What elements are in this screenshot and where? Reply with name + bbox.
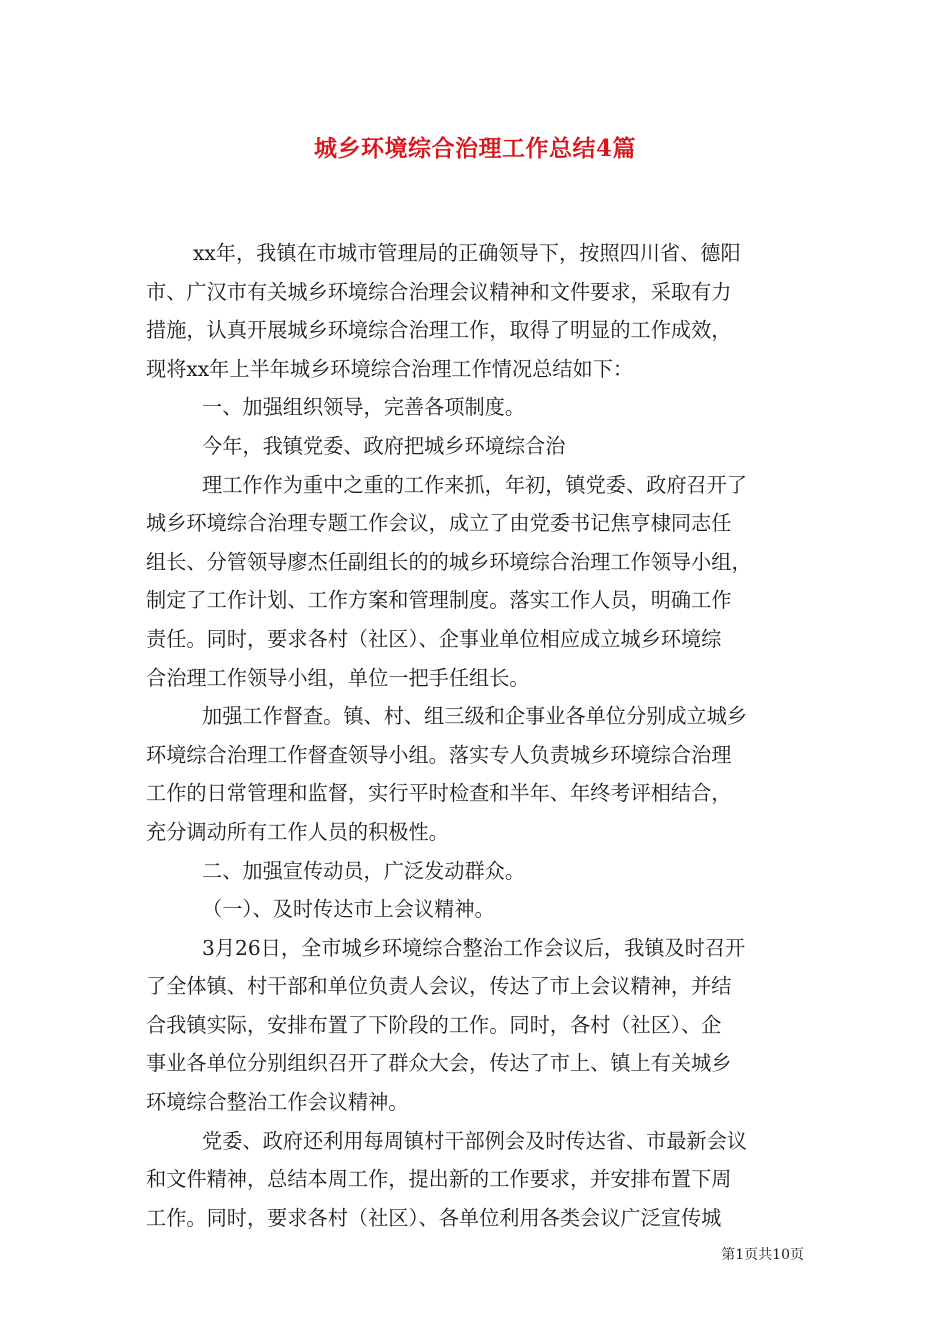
section-heading: 一、加强组织领导，完善各项制度。 (202, 395, 526, 420)
text-line: 3月26日，全市城乡环境综合整治工作会议后，我镇及时召开 (202, 935, 746, 960)
text-line: 工作。同时，要求各村（社区）、各单位利用各类会议广泛宣传城 (146, 1205, 722, 1230)
text-line: 环境综合治理工作督查领导小组。落实专人负责城乡环境综合治理 (146, 742, 732, 767)
text-line: 充分调动所有工作人员的积极性。 (146, 819, 449, 844)
subsection-heading: （一）、及时传达市上会议精神。 (202, 897, 495, 922)
text-line: 党委、政府还利用每周镇村干部例会及时传达省、市最新会议 (202, 1128, 748, 1153)
text-line: 现将xx年上半年城乡环境综合治理工作情况总结如下： (146, 356, 634, 381)
section-heading: 二、加强宣传动员，广泛发动群众。 (202, 858, 526, 883)
text-line: 了全体镇、村干部和单位负责人会议，传达了市上会议精神，并结 (146, 974, 732, 999)
text-line: 城乡环境综合治理专题工作会议，成立了由党委书记焦亨棣同志任 (146, 511, 732, 536)
text-line: 工作的日常管理和监督，实行平时检查和半年、年终考评相结合， (146, 781, 732, 806)
text-line: 和文件精神，总结本周工作，提出新的工作要求，并安排布置下周 (146, 1167, 732, 1192)
text-line: 制定了工作计划、工作方案和管理制度。落实工作人员，明确工作 (146, 588, 732, 613)
text-line: 合我镇实际，安排布置了下阶段的工作。同时，各村（社区）、企 (146, 1012, 722, 1037)
text-line: 今年，我镇党委、政府把城乡环境综合治 (202, 433, 566, 458)
text-line: 合治理工作领导小组，单位一把手任组长。 (146, 665, 530, 690)
text-line: xx年，我镇在市城市管理局的正确领导下，按照四川省、德阳 (193, 241, 741, 265)
text-line: 事业各单位分别组织召开了群众大会，传达了市上、镇上有关城乡 (146, 1051, 732, 1076)
text-line: 加强工作督查。镇、村、组三级和企事业各单位分别成立城乡 (202, 704, 748, 729)
text-line: 责任。同时，要求各村（社区）、企事业单位相应成立城乡环境综 (146, 626, 722, 651)
document-body (146, 234, 814, 1237)
text-line: 措施，认真开展城乡环境综合治理工作，取得了明显的工作成效， (146, 318, 732, 343)
page-number: 第1页共10页 (721, 1247, 804, 1263)
text-line: 环境综合整治工作会议精神。 (146, 1090, 409, 1115)
document-title: 城乡环境综合治理工作总结4篇 (313, 135, 636, 162)
text-line: 理工作作为重中之重的工作来抓，年初，镇党委、政府召开了 (202, 472, 748, 497)
text-line: 市、广汉市有关城乡环境综合治理会议精神和文件要求，采取有力 (146, 279, 732, 304)
text-line: 组长、分管领导廖杰任副组长的的城乡环境综合治理工作领导小组， (146, 549, 752, 574)
